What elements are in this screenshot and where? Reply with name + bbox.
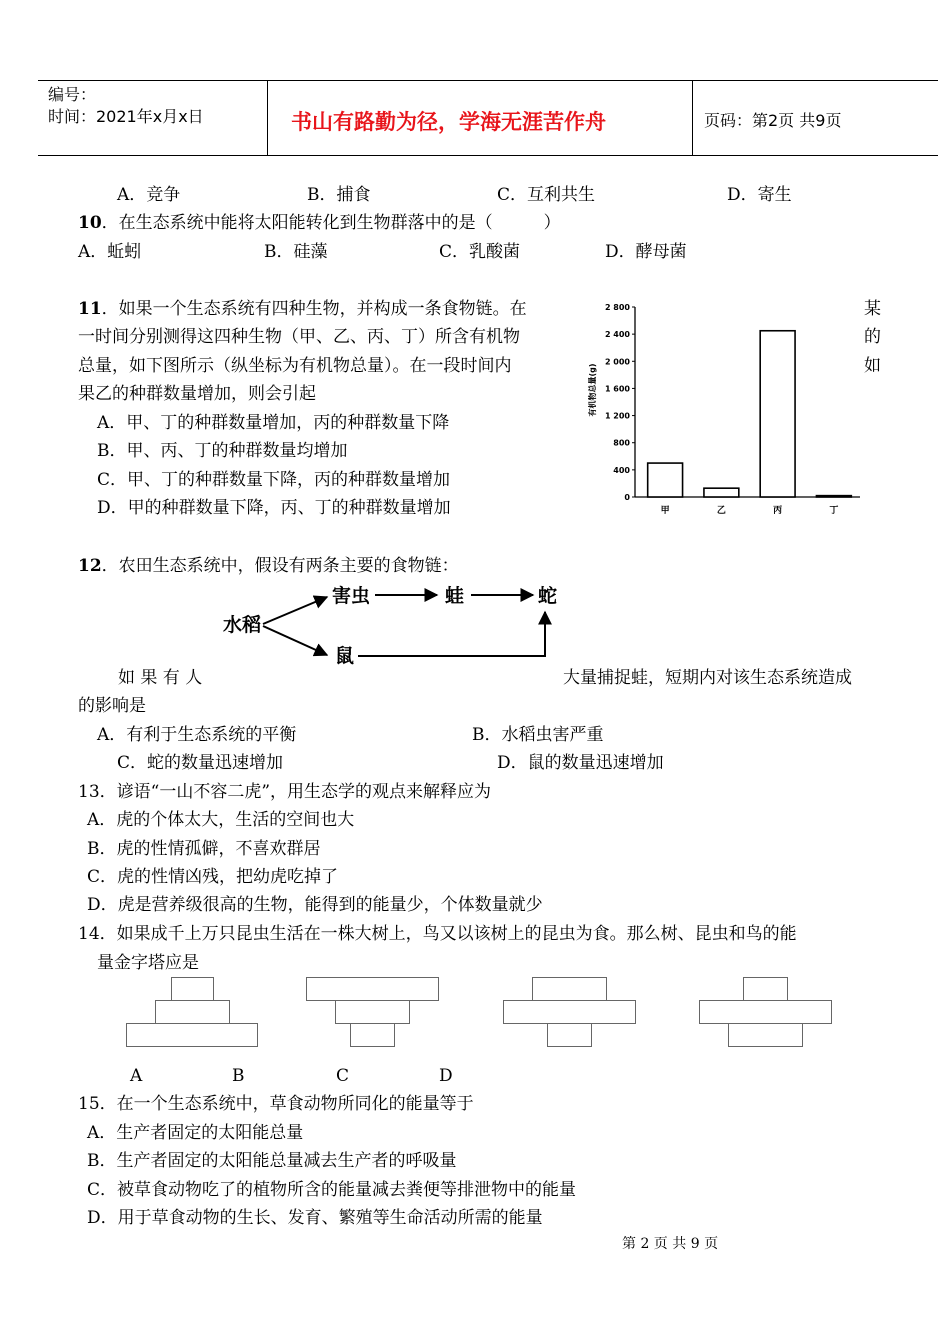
chart-y-tick-label: 800: [613, 438, 630, 448]
q14-stem-line-2: 量金字塔应是: [97, 953, 199, 973]
q11-line-1: [78, 299, 527, 319]
chain-rice: 水稻: [223, 614, 262, 636]
chart-y-tick-label: 2 400: [604, 330, 630, 340]
q11-line-1-end: 某: [864, 299, 881, 319]
header-number-label: 编号：: [48, 85, 97, 104]
pyramid-c-bottom: [547, 1023, 592, 1047]
chart-category-label: 丁: [829, 506, 839, 516]
chart-category-label: 甲: [660, 506, 670, 516]
q15-option-b: B．生产者固定的太阳能总量减去生产者的呼吸量: [87, 1151, 457, 1171]
pyramid-b-top: [306, 977, 439, 1001]
arrow-mouse-to-snake: [358, 612, 545, 656]
q9-option-d: D．寄生: [727, 185, 792, 205]
chart-bar: [648, 463, 683, 497]
q11-line-1-text: ．如果一个生态系统有四种生物，并构成一条食物链。在: [101, 299, 527, 319]
chart-y-tick-label: 1 200: [604, 411, 630, 421]
pyramid-c-top: [532, 977, 607, 1001]
pyramid-d-bottom: [728, 1023, 803, 1047]
q15-option-c: C．被草食动物吃了的植物所含的能量减去粪便等排泄物中的能量: [87, 1180, 577, 1200]
pyramid-a-top: [171, 977, 214, 1001]
q15-option-d: D．用于草食动物的生长、发育、繁殖等生命活动所需的能量: [87, 1208, 543, 1228]
pyramid-a-middle: [155, 1000, 230, 1024]
chain-frog: 蛙: [445, 585, 465, 607]
header-divider-right: [692, 80, 693, 155]
q12-food-chain-diagram: [215, 582, 575, 677]
chain-pest: 害虫: [332, 585, 371, 607]
q15-stem: 15．在一个生态系统中，草食动物所同化的能量等于: [78, 1094, 474, 1114]
q13-option-a: A．虎的个体太大，生活的空间也大: [87, 810, 355, 830]
chart-bar: [760, 331, 795, 497]
q14-label-c: C: [336, 1066, 350, 1086]
header-page-label: 页码：第2页 共9页: [704, 111, 842, 130]
q10-option-d: D．酵母菌: [605, 242, 687, 262]
q15-option-a: A．生产者固定的太阳能总量: [87, 1123, 304, 1143]
q9-option-a: A．竞争: [117, 185, 181, 205]
q9-option-c: C．互利共生: [497, 185, 596, 205]
q11-option-d: D．甲的种群数量下降，丙、丁的种群数量增加: [97, 498, 451, 518]
pyramid-d-top: [743, 977, 788, 1001]
q14-label-b: B: [232, 1066, 245, 1086]
q10-stem-text: ．在生态系统中能将太阳能转化到生物群落中的是（ ）: [101, 213, 561, 233]
header-divider-left: [267, 80, 268, 155]
q11-line-2: 一时间分别测得这四种生物（甲、乙、丙、丁）所含有机物: [78, 327, 520, 347]
chart-y-tick-label: 2 000: [604, 357, 630, 367]
q10-number: 10: [78, 213, 102, 233]
q11-line-3-end: 如: [864, 356, 881, 376]
pyramid-a-bottom: [126, 1023, 258, 1047]
q14-label-a: A: [130, 1066, 143, 1086]
q11-line-2-end: 的: [864, 327, 881, 347]
header-time-label: 时间：2021年x月x日: [48, 107, 204, 126]
q12-continuation-left: 如 果 有 人: [118, 668, 203, 688]
pyramid-b-middle: [335, 1000, 410, 1024]
q9-option-b: B．捕食: [307, 185, 371, 205]
q11-bar-chart: [575, 295, 875, 525]
page-footer: 第 2 页 共 9 页: [622, 1236, 719, 1252]
chart-y-tick-label: 400: [613, 465, 630, 475]
chart-y-tick-label: 2 800: [604, 303, 630, 312]
chart-category-label: 丙: [773, 506, 783, 516]
q10-option-c: C．乳酸菌: [439, 242, 521, 262]
q13-option-d: D．虎是营养级很高的生物，能得到的能量少，个体数量就少: [87, 895, 543, 915]
q12-option-b: B．水稻虫害严重: [472, 725, 604, 745]
q10-stem: [78, 213, 561, 233]
q11-line-3: 总量，如下图所示（纵坐标为有机物总量）。在一段时间内: [78, 356, 512, 376]
q10-option-a: A．蚯蚓: [78, 242, 142, 262]
q12-option-d: D．鼠的数量迅速增加: [497, 753, 664, 773]
q11-option-a: A．甲、丁的种群数量增加，丙的种群数量下降: [97, 413, 450, 433]
header-bottom-rule: [38, 155, 938, 156]
chain-mouse: 鼠: [335, 645, 355, 667]
q12-number: 12: [78, 556, 102, 576]
chain-snake: 蛇: [538, 585, 558, 607]
q11-line-4: 果乙的种群数量增加，则会引起: [78, 384, 316, 404]
q14-label-d: D: [439, 1066, 453, 1086]
chart-y-axis-label: 有机物总量(g): [588, 363, 597, 417]
header-motto: 书山有路勤为径，学海无涯苦作舟: [291, 110, 606, 134]
arrow-rice-to-mouse: [263, 626, 327, 655]
q13-option-b: B．虎的性情孤僻，不喜欢群居: [87, 839, 321, 859]
q11-option-b: B．甲、丙、丁的种群数量均增加: [97, 441, 348, 461]
q12-stem: [78, 556, 459, 576]
q12-continuation-right: 大量捕捉蛙，短期内对该生态系统造成: [563, 668, 852, 688]
q11-option-c: C．甲、丁的种群数量下降，丙的种群数量增加: [97, 470, 451, 490]
pyramid-d-middle: [699, 1000, 832, 1024]
arrow-rice-to-pest: [263, 597, 327, 624]
q13-option-c: C．虎的性情凶残，把幼虎吃掉了: [87, 867, 339, 887]
header-top-rule: [38, 80, 938, 81]
pyramid-b-bottom: [350, 1023, 395, 1047]
q10-option-b: B．硅藻: [264, 242, 328, 262]
q12-stem-text: ．农田生态系统中，假设有两条主要的食物链：: [101, 556, 459, 576]
q13-stem: 13．谚语“一山不容二虎”，用生态学的观点来解释应为: [78, 782, 492, 802]
chart-bar: [704, 488, 739, 497]
q11-number: 11: [78, 299, 102, 319]
q12-continuation-2: 的影响是: [78, 696, 146, 716]
pyramid-c-middle: [503, 1000, 636, 1024]
chart-category-label: 乙: [716, 506, 726, 516]
q14-stem-line-1: 14．如果成千上万只昆虫生活在一株大树上，鸟又以该树上的昆虫为食。那么树、昆虫和鸟的能: [78, 924, 797, 944]
q12-option-a: A．有利于生态系统的平衡: [97, 725, 297, 745]
q12-option-c: C．蛇的数量迅速增加: [117, 753, 284, 773]
chart-y-tick-label: 0: [624, 493, 630, 502]
chart-y-tick-label: 1 600: [604, 384, 630, 394]
chart-bar: [816, 496, 851, 497]
